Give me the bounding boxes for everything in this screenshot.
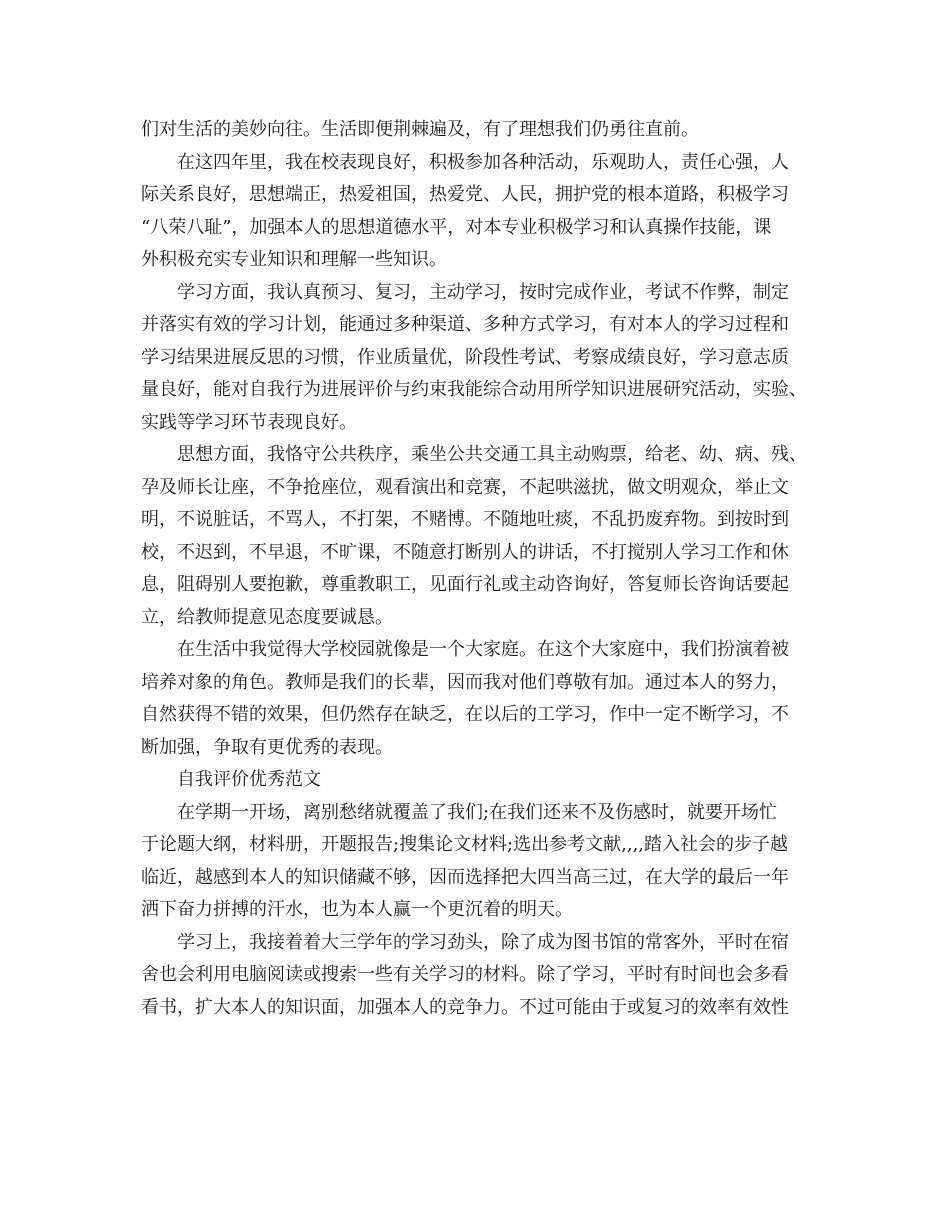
text-line: 实践等学习环节表现良好。 <box>141 411 357 433</box>
text-line: 并落实有效的学习计划，能通过多种渠道、多种方式学习，有对本人的学习过程和 <box>141 314 789 335</box>
text-line: 培养对象的角色。教师是我们的长辈，因而我对他们尊敬有加。通过本人的努力， <box>141 671 789 693</box>
paragraph-first-line: 思想方面，我恪守公共秩序，乘坐公共交通工具主动购票，给老、幼、病、残、 <box>177 444 807 465</box>
paragraph-first-line: 在生活中我觉得大学校园就像是一个大家庭。在这个大家庭中，我们扮演着被 <box>177 639 789 660</box>
text-line: 学习结果进展反思的习惯，作业质量优，阶段性考试、考察成绩良好，学习意志质 <box>141 346 789 368</box>
text-line: 明，不说脏话，不骂人，不打架，不赌博。不随地吐痰，不乱扔废弃物。到按时到 <box>141 509 789 530</box>
text-line: 于论题大纲，材料册，开题报告;搜集论文材料;选出参考文献,,,,踏入社会的步子越 <box>141 834 789 855</box>
text-line: 临近，越感到本人的知识储藏不够，因而选择把大四当高三过，在大学的最后一年 <box>141 866 789 888</box>
text-line: 外积极充实专业知识和理解一些知识。 <box>141 249 447 270</box>
text-line: 孕及师长让座，不争抢座位，观看演出和竞赛，不起哄滋扰，做文明观众，举止文 <box>141 476 789 498</box>
section-heading: 自我评价优秀范文 <box>177 769 321 790</box>
document-body <box>141 114 831 1024</box>
text-line: 量良好，能对自我行为进展评价与约束我能综合动用所学知识进展研究活动，实验、 <box>141 379 807 400</box>
text-line: 看书，扩大本人的知识面，加强本人的竞争力。不过可能由于或复习的效率有效性 <box>141 996 789 1018</box>
paragraph-first-line: 在这四年里，我在校表现良好，积极参加各种活动，乐观助人，责任心强，人 <box>177 151 789 173</box>
text-line: 断加强，争取有更优秀的表现。 <box>141 736 393 758</box>
text-line: 们对生活的美妙向往。生活即便荆棘遍及，有了理想我们仍勇往直前。 <box>141 119 699 140</box>
text-line: 洒下奋力拼搏的汗水，也为本人赢一个更沉着的明天。 <box>141 899 573 920</box>
text-line: “八荣八耻”，加强本人的思想道德水平，对本专业积极学习和认真操作技能，课 <box>141 216 772 238</box>
text-line: 校，不迟到，不早退，不旷课，不随意打断别人的讲话，不打搅别人学习工作和休 <box>141 541 789 563</box>
paragraph-first-line: 学习方面，我认真预习、复习，主动学习，按时完成作业，考试不作弊，制定 <box>177 281 789 303</box>
paragraph-first-line: 在学期一开场，离别愁绪就覆盖了我们;在我们还来不及伤感时，就要开场忙 <box>177 801 778 823</box>
text-line: 息，阻碍别人要抱歉，尊重教职工，见面行礼或主动咨询好，答复师长咨询话要起 <box>141 574 789 595</box>
text-line: 立，给教师提意见态度要诚恳。 <box>141 606 393 628</box>
text-line: 自然获得不错的效果，但仍然存在缺乏，在以后的工学习，作中一定不断学习，不 <box>141 704 789 725</box>
paragraph-first-line: 学习上，我接着着大三学年的学习劲头，除了成为图书馆的常客外，平时在宿 <box>177 931 789 953</box>
text-line: 舍也会利用电脑阅读或搜索一些有关学习的材料。除了学习，平时有时间也会多看 <box>141 964 789 985</box>
text-line: 际关系良好，思想端正，热爱祖国，热爱党、人民，拥护党的根本道路，积极学习 <box>141 184 789 205</box>
